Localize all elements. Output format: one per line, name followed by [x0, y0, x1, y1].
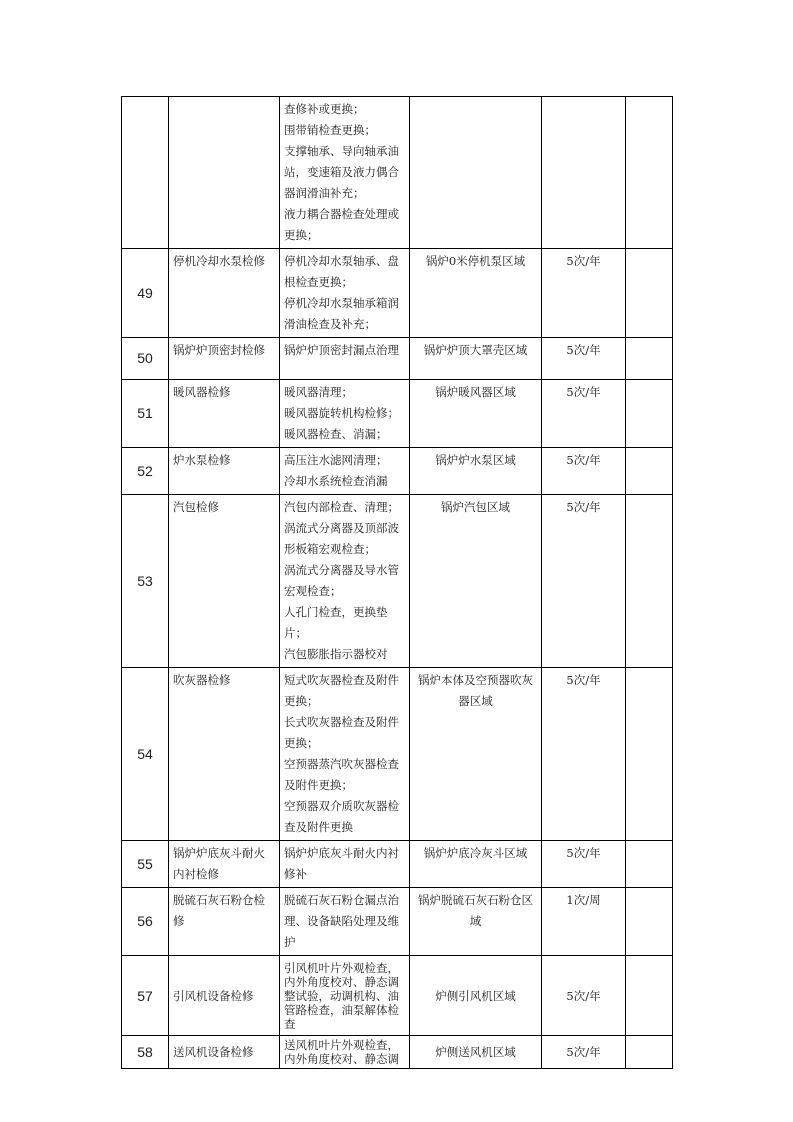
- remark: [626, 668, 673, 841]
- frequency: 5次/年: [542, 495, 626, 668]
- row-number: 58: [122, 1036, 169, 1069]
- item-name: 吹灰器检修: [169, 668, 280, 841]
- description-line: 查修补或更换；: [284, 102, 365, 116]
- description-line: 脱硫石灰石粉仓漏点治理、设备缺陷处理及维护: [284, 893, 399, 949]
- remark: [626, 841, 673, 888]
- item-description: [280, 841, 410, 888]
- item-name: 送风机设备检修: [169, 1036, 280, 1069]
- work-location: 炉侧引风机区域: [410, 956, 542, 1036]
- description-line: 涡流式分离器及顶部波形板箱宏观检查；: [284, 521, 399, 556]
- description-line: 高压注水滤网清理；: [284, 453, 388, 467]
- item-name: 引风机设备检修: [169, 956, 280, 1036]
- table-row: [122, 1036, 673, 1069]
- item-name: 脱硫石灰石粉仓检修: [169, 888, 280, 956]
- row-number: 49: [122, 249, 169, 338]
- item-description: [280, 338, 410, 380]
- frequency: 1次/周: [542, 888, 626, 956]
- item-name: 暖风器检修: [169, 380, 280, 448]
- remark: [626, 888, 673, 956]
- work-location: 锅炉脱硫石灰石粉仓区域: [410, 888, 542, 956]
- description-line: 锅炉炉底灰斗耐火内衬修补: [284, 846, 399, 881]
- remark: [626, 380, 673, 448]
- row-number: 53: [122, 495, 169, 668]
- work-location: 炉侧送风机区域: [410, 1036, 542, 1069]
- row-number: 51: [122, 380, 169, 448]
- frequency: 5次/年: [542, 249, 626, 338]
- item-name: 停机冷却水泵检修: [169, 249, 280, 338]
- remark: [626, 249, 673, 338]
- description-line: 送风机叶片外观检查，内外角度校对、静态调: [284, 1038, 399, 1066]
- frequency: 5次/年: [542, 448, 626, 495]
- frequency: 5次/年: [542, 380, 626, 448]
- description-line: 空预器双介质吹灰器检查及附件更换: [284, 799, 399, 834]
- description-line: 暖风器检查、消漏；: [284, 427, 388, 441]
- description-line: 停机冷却水泵轴承、盘根检查更换；: [284, 254, 399, 289]
- item-name: 汽包检修: [169, 495, 280, 668]
- description-line: 汽包膨胀指示器校对: [284, 647, 388, 661]
- item-name: 锅炉炉底灰斗耐火内衬检修: [169, 841, 280, 888]
- frequency: 5次/年: [542, 1036, 626, 1069]
- work-location: 锅炉本体及空预器吹灰器区域: [410, 668, 542, 841]
- description-line: 支撑轴承、导向轴承油站，变速箱及液力偶合器润滑油补充；: [284, 144, 399, 200]
- work-location: 锅炉炉顶大罩壳区域: [410, 338, 542, 380]
- frequency: 5次/年: [542, 668, 626, 841]
- description-line: 液力耦合器检查处理或更换；: [284, 207, 399, 242]
- row-number: 50: [122, 338, 169, 380]
- table-row: [122, 380, 673, 448]
- frequency: 5次/年: [542, 956, 626, 1036]
- description-line: 汽包内部检查、清理；: [284, 500, 399, 514]
- description-line: 围带销检查更换；: [284, 123, 376, 137]
- description-line: 短式吹灰器检查及附件更换；: [284, 673, 399, 708]
- remark: [626, 338, 673, 380]
- item-description: [280, 668, 410, 841]
- table-row: [122, 888, 673, 956]
- row-number: 54: [122, 668, 169, 841]
- table-row: [122, 495, 673, 668]
- description-line: 引风机叶片外观检查，内外角度校对、静态调整试验，动调机构、油管路检查，油泵解体检查: [284, 960, 399, 1031]
- table-row: [122, 668, 673, 841]
- row-number: 55: [122, 841, 169, 888]
- table-row: [122, 841, 673, 888]
- table-row: [122, 956, 673, 1036]
- work-location: 锅炉暖风器区域: [410, 380, 542, 448]
- row-number: [122, 97, 169, 249]
- item-description: [280, 249, 410, 338]
- item-name: 炉水泵检修: [169, 448, 280, 495]
- item-description: [280, 448, 410, 495]
- work-location: 锅炉汽包区域: [410, 495, 542, 668]
- description-line: 人孔门检查，更换垫片；: [284, 605, 388, 640]
- description-line: 涡流式分离器及导水管宏观检查；: [284, 563, 399, 598]
- description-line: 冷却水系统检查消漏: [284, 474, 388, 488]
- row-number: 57: [122, 956, 169, 1036]
- remark: [626, 448, 673, 495]
- table-row: [122, 338, 673, 380]
- row-number: 56: [122, 888, 169, 956]
- description-line: 停机冷却水泵轴承箱润滑油检查及补充；: [284, 296, 399, 331]
- description-line: 暖风器旋转机构检修；: [284, 406, 399, 420]
- description-line: 空预器蒸汽吹灰器检查及附件更换；: [284, 757, 399, 792]
- description-line: 长式吹灰器检查及附件更换；: [284, 715, 399, 750]
- remark: [626, 1036, 673, 1069]
- remark: [626, 495, 673, 668]
- table-row: [122, 249, 673, 338]
- work-location: 锅炉0米停机泵区域: [410, 249, 542, 338]
- item-name: [169, 97, 280, 249]
- item-description: [280, 956, 410, 1036]
- frequency: [542, 97, 626, 249]
- item-description: [280, 380, 410, 448]
- remark: [626, 956, 673, 1036]
- work-location: [410, 97, 542, 249]
- table-row: [122, 448, 673, 495]
- table-row: [122, 97, 673, 249]
- row-number: 52: [122, 448, 169, 495]
- item-description: [280, 888, 410, 956]
- item-description: [280, 495, 410, 668]
- work-location: 锅炉炉水泵区域: [410, 448, 542, 495]
- remark: [626, 97, 673, 249]
- maintenance-table: [121, 96, 673, 1069]
- item-name: 锅炉炉顶密封检修: [169, 338, 280, 380]
- work-location: 锅炉炉底冷灰斗区域: [410, 841, 542, 888]
- item-description: [280, 1036, 410, 1069]
- frequency: 5次/年: [542, 338, 626, 380]
- description-line: 锅炉炉顶密封漏点治理: [284, 343, 399, 357]
- item-description: [280, 97, 410, 249]
- description-line: 暖风器清理；: [284, 385, 353, 399]
- frequency: 5次/年: [542, 841, 626, 888]
